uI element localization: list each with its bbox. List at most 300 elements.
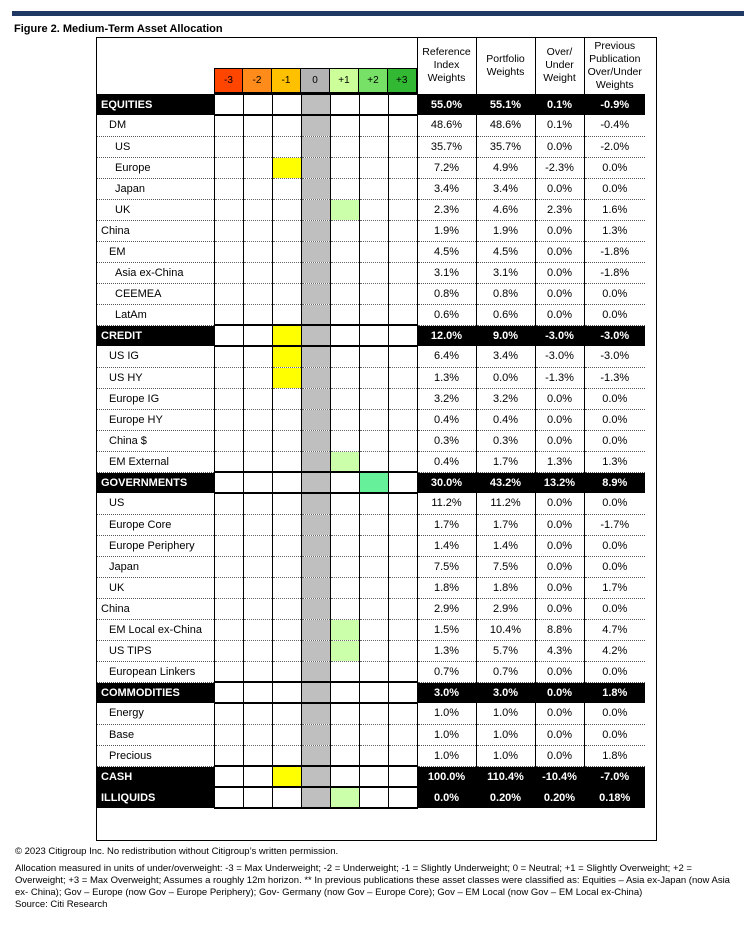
scale-grid-cell — [359, 304, 388, 325]
scale-grid-cell — [272, 682, 301, 703]
value-port: 1.0% — [476, 724, 535, 745]
value-ref: 11.2% — [417, 493, 476, 514]
scale-grid-cell — [359, 136, 388, 157]
scale-grid-cell — [330, 535, 359, 556]
row-label: EM — [97, 241, 214, 262]
row-label: US — [97, 493, 214, 514]
scale-grid-cell — [359, 787, 388, 808]
scale-grid-cell — [388, 661, 417, 682]
scale-grid-cell — [359, 367, 388, 388]
scale-grid-cell — [214, 598, 243, 619]
scale-grid-cell — [388, 367, 417, 388]
footnotes — [15, 846, 740, 911]
value-port: 55.1% — [476, 94, 535, 115]
scale-grid-cell — [359, 766, 388, 787]
scale-grid-cell — [301, 325, 330, 346]
value-ref: 30.0% — [417, 472, 476, 493]
row-label: CASH — [97, 766, 214, 787]
scale-grid-cell — [243, 766, 272, 787]
row-label: CEEMEA — [97, 283, 214, 304]
value-prev: 0.0% — [584, 157, 645, 178]
scale-grid-cell — [388, 325, 417, 346]
scale-grid-cell — [330, 157, 359, 178]
table-row — [97, 619, 645, 640]
value-ref: 1.9% — [417, 220, 476, 241]
value-prev: 8.9% — [584, 472, 645, 493]
scale-grid-cell — [214, 451, 243, 472]
value-prev: 0.0% — [584, 304, 645, 325]
scale-grid-cell — [330, 94, 359, 115]
scale-grid-cell — [388, 157, 417, 178]
scale-grid-cell — [388, 115, 417, 136]
value-ow: 8.8% — [535, 619, 584, 640]
value-port: 3.1% — [476, 262, 535, 283]
col-header-over-under: Over/ Under Weight — [535, 38, 584, 94]
scale-grid-cell — [388, 388, 417, 409]
value-port: 1.0% — [476, 745, 535, 766]
scale-grid-cell — [330, 598, 359, 619]
scale-grid-cell — [214, 409, 243, 430]
scale-grid-cell — [272, 241, 301, 262]
position-marker — [301, 262, 330, 283]
position-marker — [359, 472, 388, 493]
value-port: 110.4% — [476, 766, 535, 787]
value-port: 0.20% — [476, 787, 535, 808]
row-label: US TIPS — [97, 640, 214, 661]
scale-grid-cell — [330, 430, 359, 451]
scale-grid-cell — [243, 262, 272, 283]
value-port: 1.0% — [476, 703, 535, 724]
scale-grid-cell — [330, 661, 359, 682]
copyright-note: © 2023 Citigroup Inc. No redistribution without Citigroup’s written permission. — [15, 846, 339, 857]
scale-grid-cell — [272, 262, 301, 283]
position-marker — [301, 220, 330, 241]
value-ow: -1.3% — [535, 367, 584, 388]
position-marker — [301, 577, 330, 598]
scale-grid-cell — [388, 724, 417, 745]
value-ow: -10.4% — [535, 766, 584, 787]
position-marker — [301, 535, 330, 556]
table-row — [97, 199, 645, 220]
value-ref: 2.9% — [417, 598, 476, 619]
scale-grid-cell — [243, 325, 272, 346]
value-ref: 2.3% — [417, 199, 476, 220]
value-ow: 0.0% — [535, 304, 584, 325]
value-prev: -0.9% — [584, 94, 645, 115]
scale-grid-cell — [388, 283, 417, 304]
methodology-note: Allocation measured in units of under/overweight: -3 = Max Underweight; -2 = Underweight; -1 = Slightly Underweight; 0 = Neutral; +1 = Slightly Overweight; +2 = Overweight; +3 = Max Overweight; Assumes a roughly 12m horizon. ** In previous publications these asset classes were classified as: Equities – Asia ex-Japan (now Asia ex- China); Gov – Europe (now Gov – Europe Periphery); Gov- Germany (now Gov – Europe Core); Gov – EM Local (now Gov – EM Local ex-China) — [15, 863, 730, 898]
value-port: 0.8% — [476, 283, 535, 304]
scale-grid-cell — [359, 619, 388, 640]
scale-grid-cell — [243, 514, 272, 535]
scale-grid-cell — [359, 283, 388, 304]
scale-grid-cell — [272, 724, 301, 745]
scale-grid-cell — [214, 535, 243, 556]
value-port: 3.4% — [476, 178, 535, 199]
value-prev: -1.8% — [584, 241, 645, 262]
value-ow: 0.0% — [535, 430, 584, 451]
scale-grid-cell — [359, 598, 388, 619]
scale-grid-cell — [388, 178, 417, 199]
scale-cell: +3 — [388, 68, 417, 93]
value-ow: 2.3% — [535, 199, 584, 220]
scale-grid-cell — [388, 640, 417, 661]
scale-grid-cell — [330, 367, 359, 388]
scale-grid-cell — [359, 346, 388, 367]
scale-grid-cell — [359, 724, 388, 745]
scale-grid-cell — [272, 430, 301, 451]
scale-grid-cell — [243, 724, 272, 745]
value-prev: -7.0% — [584, 766, 645, 787]
scale-grid-cell — [214, 430, 243, 451]
scale-grid-cell — [359, 514, 388, 535]
header-row — [97, 38, 645, 94]
value-prev: -3.0% — [584, 346, 645, 367]
scale-grid-cell — [214, 724, 243, 745]
value-ow: 0.0% — [535, 535, 584, 556]
table-row — [97, 388, 645, 409]
scale-grid-cell — [214, 514, 243, 535]
position-marker — [301, 178, 330, 199]
scale-grid-cell — [243, 556, 272, 577]
scale-grid-cell — [214, 661, 243, 682]
scale-grid-cell — [388, 451, 417, 472]
value-ow: 0.0% — [535, 661, 584, 682]
section-row — [97, 787, 645, 808]
row-label: Europe Core — [97, 514, 214, 535]
table-row — [97, 262, 645, 283]
value-ow: 0.0% — [535, 577, 584, 598]
position-marker — [301, 556, 330, 577]
scale-grid-cell — [214, 157, 243, 178]
scale-grid-cell — [272, 556, 301, 577]
table-row — [97, 661, 645, 682]
value-ref: 3.0% — [417, 682, 476, 703]
scale-grid-cell — [214, 787, 243, 808]
scale-grid-cell — [272, 661, 301, 682]
scale-grid-cell — [243, 493, 272, 514]
row-label: Energy — [97, 703, 214, 724]
position-marker — [301, 598, 330, 619]
value-prev: 0.0% — [584, 724, 645, 745]
value-prev: -3.0% — [584, 325, 645, 346]
value-ref: 1.5% — [417, 619, 476, 640]
row-label: GOVERNMENTS — [97, 472, 214, 493]
scale-grid-cell — [243, 619, 272, 640]
scale-grid-cell — [330, 577, 359, 598]
scale-grid-cell — [243, 178, 272, 199]
value-prev: 0.0% — [584, 661, 645, 682]
position-marker — [330, 787, 359, 808]
value-ow: 4.3% — [535, 640, 584, 661]
value-ow: 0.0% — [535, 493, 584, 514]
scale-grid-cell — [272, 745, 301, 766]
scale-grid-cell — [243, 787, 272, 808]
scale-grid-cell — [359, 661, 388, 682]
value-port: 43.2% — [476, 472, 535, 493]
scale-grid-cell — [330, 304, 359, 325]
row-label: LatAm — [97, 304, 214, 325]
value-ow: 0.1% — [535, 94, 584, 115]
scale-grid-cell — [214, 262, 243, 283]
value-ow: 0.0% — [535, 262, 584, 283]
table-row — [97, 241, 645, 262]
row-label: China — [97, 598, 214, 619]
value-ref: 3.2% — [417, 388, 476, 409]
scale-grid-cell — [214, 703, 243, 724]
value-ref: 4.5% — [417, 241, 476, 262]
scale-grid-cell — [359, 703, 388, 724]
row-label: UK — [97, 199, 214, 220]
scale-grid-cell — [214, 304, 243, 325]
value-ref: 1.0% — [417, 703, 476, 724]
value-port: 2.9% — [476, 598, 535, 619]
position-marker — [301, 388, 330, 409]
value-prev: -2.0% — [584, 136, 645, 157]
value-prev: 1.6% — [584, 199, 645, 220]
scale-grid-cell — [301, 766, 330, 787]
value-ref: 0.4% — [417, 409, 476, 430]
source-note: Source: Citi Research — [15, 899, 108, 910]
position-marker — [301, 115, 330, 136]
value-port: 0.6% — [476, 304, 535, 325]
row-label: DM — [97, 115, 214, 136]
scale-grid-cell — [243, 577, 272, 598]
scale-grid-cell — [272, 514, 301, 535]
scale-grid-cell — [330, 178, 359, 199]
value-ref: 0.6% — [417, 304, 476, 325]
position-marker — [301, 703, 330, 724]
scale-grid-cell — [243, 94, 272, 115]
value-prev: 0.0% — [584, 283, 645, 304]
scale-grid-cell — [214, 199, 243, 220]
scale-grid-cell — [243, 640, 272, 661]
value-ref: 1.3% — [417, 640, 476, 661]
scale-grid-cell — [330, 724, 359, 745]
scale-grid-cell — [388, 577, 417, 598]
value-ref: 35.7% — [417, 136, 476, 157]
value-ref: 0.0% — [417, 787, 476, 808]
value-port: 11.2% — [476, 493, 535, 514]
row-label: CREDIT — [97, 325, 214, 346]
scale-grid-cell — [272, 178, 301, 199]
value-prev: 4.7% — [584, 619, 645, 640]
value-ref: 0.4% — [417, 451, 476, 472]
value-ow: 0.0% — [535, 556, 584, 577]
position-marker — [272, 346, 301, 367]
value-ref: 1.8% — [417, 577, 476, 598]
scale-grid-cell — [243, 745, 272, 766]
scale-grid-cell — [330, 514, 359, 535]
table-body — [97, 94, 645, 808]
table-row — [97, 514, 645, 535]
value-port: 7.5% — [476, 556, 535, 577]
value-ow: 0.0% — [535, 703, 584, 724]
value-ow: 0.0% — [535, 409, 584, 430]
scale-grid-cell — [388, 556, 417, 577]
position-marker — [330, 619, 359, 640]
value-port: 48.6% — [476, 115, 535, 136]
scale-grid-cell — [359, 94, 388, 115]
row-label: EM External — [97, 451, 214, 472]
table-row — [97, 598, 645, 619]
row-label: Europe HY — [97, 409, 214, 430]
scale-grid-cell — [301, 451, 330, 472]
position-marker — [272, 367, 301, 388]
scale-grid-cell — [388, 493, 417, 514]
position-marker — [301, 409, 330, 430]
row-label: Japan — [97, 178, 214, 199]
scale-cell: -3 — [214, 68, 243, 93]
table-row — [97, 220, 645, 241]
value-port: 3.4% — [476, 346, 535, 367]
value-prev: -0.4% — [584, 115, 645, 136]
table-row — [97, 178, 645, 199]
section-row — [97, 682, 645, 703]
scale-grid-cell — [388, 136, 417, 157]
scale-grid-cell — [330, 409, 359, 430]
table-row — [97, 304, 645, 325]
scale-grid-cell — [272, 577, 301, 598]
scale-grid-cell — [214, 325, 243, 346]
scale-grid-cell — [359, 262, 388, 283]
scale-grid-cell — [214, 367, 243, 388]
scale-grid-cell — [388, 262, 417, 283]
value-prev: -1.7% — [584, 514, 645, 535]
scale-grid-cell — [359, 493, 388, 514]
scale-grid-cell — [272, 283, 301, 304]
scale-grid-cell — [388, 241, 417, 262]
value-ref: 1.3% — [417, 367, 476, 388]
scale-grid-cell — [214, 346, 243, 367]
scale-grid-cell — [359, 409, 388, 430]
scale-grid-cell — [388, 703, 417, 724]
header-blank — [97, 38, 214, 94]
value-ref: 100.0% — [417, 766, 476, 787]
scale-grid-cell — [243, 283, 272, 304]
value-ow: 0.20% — [535, 787, 584, 808]
scale-grid-cell — [359, 577, 388, 598]
scale-cell: 0 — [301, 68, 330, 93]
scale-grid-cell — [214, 283, 243, 304]
position-marker — [330, 451, 359, 472]
position-marker — [301, 661, 330, 682]
value-prev: -1.8% — [584, 262, 645, 283]
value-ref: 1.7% — [417, 514, 476, 535]
scale-grid-cell — [330, 472, 359, 493]
value-ow: 0.0% — [535, 220, 584, 241]
value-ow: 0.0% — [535, 745, 584, 766]
value-prev: 0.0% — [584, 703, 645, 724]
value-ref: 6.4% — [417, 346, 476, 367]
scale-grid-cell — [272, 409, 301, 430]
scale-grid-cell — [243, 703, 272, 724]
value-prev: 0.0% — [584, 493, 645, 514]
table-row — [97, 556, 645, 577]
row-label: Japan — [97, 556, 214, 577]
scale-grid-cell — [243, 199, 272, 220]
table-row — [97, 430, 645, 451]
value-port: 4.5% — [476, 241, 535, 262]
table-row — [97, 157, 645, 178]
value-ref: 7.5% — [417, 556, 476, 577]
scale-grid-cell — [359, 640, 388, 661]
value-port: 3.0% — [476, 682, 535, 703]
scale-cell: +1 — [330, 68, 359, 93]
scale-grid-cell — [388, 304, 417, 325]
scale-grid-cell — [272, 703, 301, 724]
position-marker — [301, 682, 330, 703]
value-ref: 48.6% — [417, 115, 476, 136]
section-row — [97, 766, 645, 787]
scale-cell: -1 — [272, 68, 301, 93]
table-row — [97, 409, 645, 430]
value-port: 1.7% — [476, 451, 535, 472]
value-ref: 1.0% — [417, 745, 476, 766]
scale-grid-cell — [243, 409, 272, 430]
scale-grid-cell — [214, 178, 243, 199]
value-prev: 1.3% — [584, 451, 645, 472]
scale-grid-cell — [214, 493, 243, 514]
row-label: Europe Periphery — [97, 535, 214, 556]
section-row — [97, 325, 645, 346]
scale-grid-cell — [330, 493, 359, 514]
scale-grid-cell — [214, 556, 243, 577]
row-label: China $ — [97, 430, 214, 451]
scale-grid-cell — [272, 493, 301, 514]
scale-grid-cell — [359, 241, 388, 262]
scale-grid-cell — [388, 346, 417, 367]
value-ow: -3.0% — [535, 346, 584, 367]
scale-grid-cell — [330, 556, 359, 577]
scale-grid-cell — [388, 619, 417, 640]
table-row — [97, 724, 645, 745]
scale-grid-cell — [272, 388, 301, 409]
value-prev: 0.18% — [584, 787, 645, 808]
scale-grid-cell — [388, 514, 417, 535]
scale-grid-cell — [388, 598, 417, 619]
position-marker — [330, 199, 359, 220]
scale-grid-cell — [330, 241, 359, 262]
value-ow: 0.0% — [535, 283, 584, 304]
scale-grid-cell — [330, 220, 359, 241]
scale-grid-cell — [330, 682, 359, 703]
scale-grid-cell — [388, 94, 417, 115]
value-ref: 12.0% — [417, 325, 476, 346]
table-row — [97, 346, 645, 367]
value-prev: 1.8% — [584, 682, 645, 703]
position-marker — [301, 430, 330, 451]
position-marker — [301, 493, 330, 514]
scale-grid-cell — [359, 388, 388, 409]
position-marker — [301, 283, 330, 304]
table-row — [97, 640, 645, 661]
value-ref: 1.0% — [417, 724, 476, 745]
scale-grid-cell — [359, 556, 388, 577]
scale-grid-cell — [243, 115, 272, 136]
value-ow: 0.0% — [535, 682, 584, 703]
scale-grid-cell — [272, 640, 301, 661]
scale-grid-cell — [301, 619, 330, 640]
row-label: ILLIQUIDS — [97, 787, 214, 808]
row-label: Asia ex-China — [97, 262, 214, 283]
col-header-reference: Reference Index Weights — [417, 38, 476, 94]
scale-grid-cell — [301, 367, 330, 388]
scale-grid-cell — [214, 577, 243, 598]
scale-grid-cell — [243, 241, 272, 262]
scale-grid-cell — [330, 283, 359, 304]
value-prev: 0.0% — [584, 556, 645, 577]
